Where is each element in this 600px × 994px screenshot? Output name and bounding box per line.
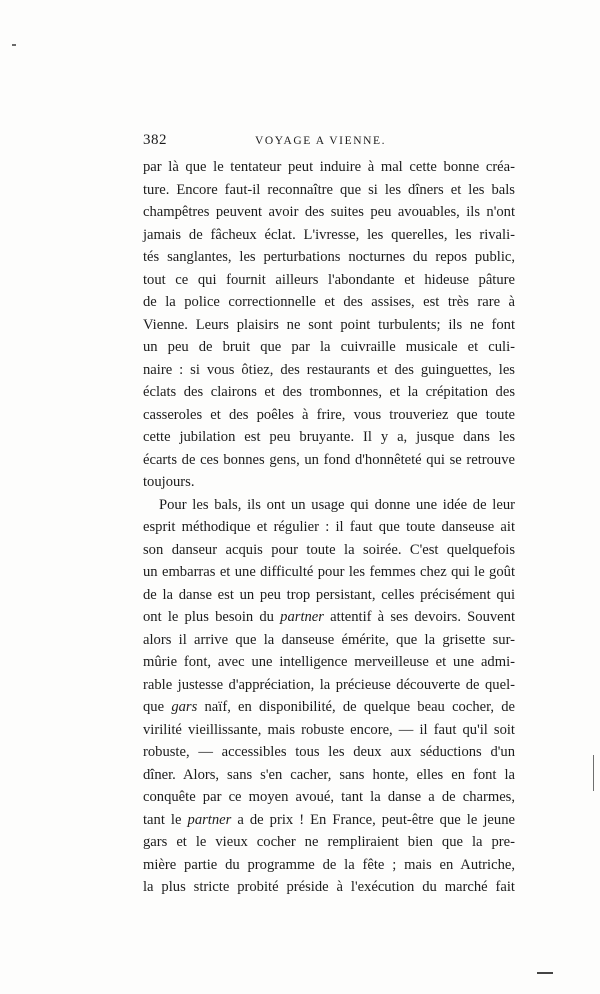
text-line: virilité vieillissante, mais robuste encore, — il faut qu'il soit — [143, 721, 515, 738]
text-line: un embarras et une difficulté pour les femmes chez qui le goût — [143, 564, 515, 580]
text-segment: tant le — [143, 811, 182, 828]
text-segment: attentif à ses devoirs. Souvent — [330, 609, 516, 625]
text-line: tout ce qui fournit ailleurs l'abondante et hideuse pâture — [143, 271, 515, 288]
text-line: esprit méthodique et régulier : il faut que toute danseuse ait — [143, 519, 515, 535]
paragraph-start-line: Pour les bals, ils ont un usage qui donne une idée de leur — [159, 496, 515, 513]
italic-term-partner: partner — [187, 811, 232, 828]
text-line: éclats des clairons et des trombonnes, et la crépitation des — [143, 384, 515, 400]
italic-term-gars: gars — [171, 699, 198, 715]
text-line: cette jubilation est peu bruyante. Il y a, jusque dans les — [143, 429, 515, 445]
text-line: gars et le vieux cocher ne rempliraient bien que la pre- — [143, 834, 515, 850]
scan-edge-mark — [537, 972, 553, 974]
text-line: écarts de ces bonnes gens, un fond d'honnêteté qui se retrouve — [143, 451, 515, 468]
text-line: jamais de fâcheux éclat. L'ivresse, les querelles, les rivali- — [143, 226, 515, 243]
page-number: 382 — [143, 132, 167, 148]
scan-edge-mark — [12, 44, 16, 46]
body-text — [143, 156, 515, 899]
text-line: par là que le tentateur peut induire à mal cette bonne créa- — [143, 159, 515, 175]
page-header — [143, 132, 515, 152]
text-line: mûrie font, avec une intelligence merveilleuse et une admi- — [143, 654, 515, 670]
text-line: champêtres peuvent avoir des suites peu avouables, ils n'ont — [143, 204, 515, 220]
text-line — [143, 606, 515, 629]
italic-term-partner: partner — [280, 609, 324, 625]
text-line: rable justesse d'appréciation, la précieuse découverte de quel- — [143, 676, 515, 693]
text-line: de la danse est un peu trop persistant, celles précisément qui — [143, 586, 515, 603]
text-line: ture. Encore faut-il reconnaître que si les dîners et les bals — [143, 181, 515, 198]
paragraph-end-line: toujours. — [143, 474, 195, 490]
text-line — [143, 809, 515, 832]
text-line: alors il arrive que la danseuse émérite, que la grisette sur- — [143, 631, 515, 648]
text-line: son danseur acquis pour toute la soirée. C'est quelquefois — [143, 541, 515, 558]
text-segment: que — [143, 699, 165, 715]
text-line: mière partie du programme de la fête ; mais en Autriche, — [143, 856, 515, 873]
text-segment: a de prix ! En France, peut-être que le jeune — [237, 811, 515, 828]
text-segment: naïf, en disponibilité, de quelque beau cocher, de — [204, 699, 516, 715]
text-line: la plus stricte probité préside à l'exécution du marché fait — [143, 879, 515, 895]
text-line: robuste, — accessibles tous les deux aux séductions d'un — [143, 744, 515, 760]
text-line: naire : si vous ôtiez, des restaurants et des guinguettes, les — [143, 361, 515, 378]
text-line: un peu de bruit que par la cuivraille musicale et culi- — [143, 339, 515, 355]
text-line — [143, 696, 515, 719]
scan-edge-mark — [593, 755, 594, 791]
text-line: conquête par ce moyen avoué, tant la danse a de charmes, — [143, 789, 515, 805]
text-line: tés sanglantes, les perturbations nocturnes du repos public, — [143, 249, 515, 265]
text-line: de la police correctionnelle et des assises, est très rare à — [143, 294, 515, 310]
text-line: dîner. Alors, sans s'en cacher, sans honte, elles en font la — [143, 766, 515, 783]
text-line: Vienne. Leurs plaisirs ne sont point turbulents; ils ne font — [143, 316, 515, 333]
text-segment: ont le plus besoin du — [143, 609, 274, 625]
running-title: VOYAGE A VIENNE. — [255, 135, 387, 147]
text-line: casseroles et des poêles à frire, vous trouveriez que toute — [143, 406, 515, 423]
